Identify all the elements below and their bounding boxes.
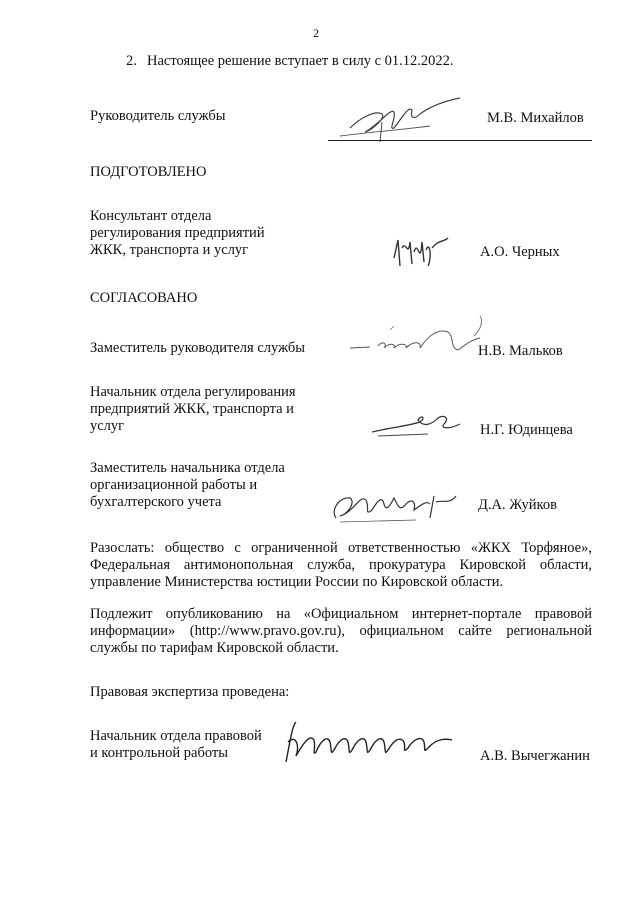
agreed-item-2-title: Начальник отдела регулирования предприятий ЖКК, транспорта и услуг (90, 384, 296, 434)
item-number: 2. (126, 53, 137, 69)
prepared-name: А.О. Черных (480, 244, 560, 260)
page-number: 2 (313, 26, 319, 40)
agreed-item-3-signature (326, 482, 466, 528)
prepared-heading: ПОДГОТОВЛЕНО (90, 164, 207, 180)
legal-note: Правовая экспертиза проведена: (90, 684, 290, 700)
agreed-item-2-name: Н.Г. Юдинцева (480, 422, 573, 438)
agreed-item-1-signature (330, 308, 490, 368)
head-signature (320, 90, 470, 150)
prepared-signature (388, 228, 458, 278)
distribution-text: Разослать: общество с ограниченной ответственностью «ЖКХ Торфяное», Федеральная антимонопольная служба, прокуратура Кировской области, управление Министерства юстиции России по Кировской области. (90, 540, 592, 590)
publication-text: Подлежит опубликованию на «Официальном интернет-портале правовой информации» (http://www.pravo.gov.ru), официальном сайте региональной службы по тарифам Кировской области. (90, 606, 592, 656)
legal-signature (272, 712, 462, 768)
agreed-item-1-title: Заместитель руководителя службы (90, 340, 306, 356)
agreed-item-3-name: Д.А. Жуйков (478, 497, 557, 513)
signature-line (328, 140, 592, 141)
agreed-item-2-signature (368, 404, 468, 440)
head-title: Руководитель службы (90, 108, 226, 124)
legal-title: Начальник отдела правовой и контрольной работы (90, 728, 262, 761)
agreed-item-1-name: Н.В. Мальков (478, 343, 563, 359)
head-name: М.В. Михайлов (487, 110, 584, 126)
agreed-item-3-title: Заместитель начальника отдела организационной работы и бухгалтерского учета (90, 460, 285, 510)
legal-name: А.В. Вычегжанин (480, 748, 590, 764)
item-text: Настоящее решение вступает в силу с 01.12.2022. (147, 53, 454, 69)
prepared-title: Консультант отдела регулирования предприятий ЖКК, транспорта и услуг (90, 208, 265, 258)
agreed-heading: СОГЛАСОВАНО (90, 290, 198, 306)
